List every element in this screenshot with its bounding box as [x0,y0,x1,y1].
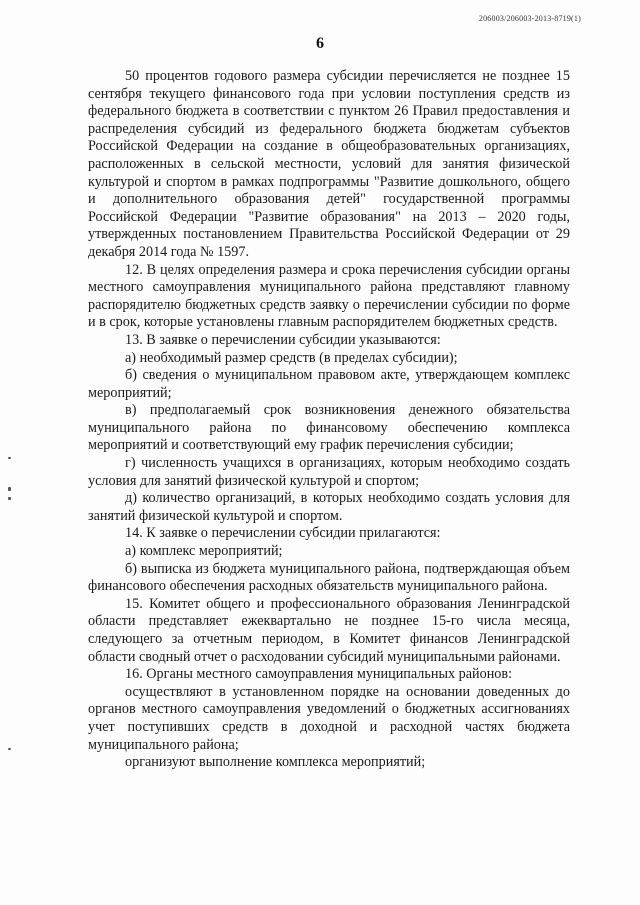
document-code: 206003/206003-2013-8719(1) [478,14,581,23]
list-item-14b: б) выписка из бюджета муниципального района, подтверждающая объем финансового обеспечения расходных обязательств муниципального района. [88,560,570,595]
scan-mark [8,457,11,459]
paragraph-subsidy-transfer: 50 процентов годового размера субсидии перечисляется не позднее 15 сентября текущего финансового года при условии поступления средств из федерального бюджета в соответствии с пунктом 26 Правил предоставления и распределения субсидий из федерального бюджета бюджетам субъектов Российской Федерации на создание в общеобразовательных организациях, расположенных в сельской местности, условий для занятия физической культурой и спортом в рамках подпрограммы "Развитие дошкольного, общего и дополнительного образования детей" государственной программы Российской Федерации "Развитие образования" на 2013 – 2020 годы, утвержденных постановлением Правительства Российской Федерации от 29 декабря 2014 года № 1597. [88,68,570,260]
scan-mark [8,748,11,750]
scan-mark [8,487,11,491]
paragraph-13: 13. В заявке о перечислении субсидии указываются: [125,331,441,348]
document-body [88,68,570,772]
list-item-13c: в) предполагаемый срок возникновения денежного обязательства муниципального района по финансовому обеспечению комплекса мероприятий и соответствующий ему график перечисления субсидии; [88,402,570,454]
list-item-16-accounting: осуществляют в установленном порядке на основании доведенных до органов местного самоуправления уведомлений о бюджетных ассигнованиях учет поступивших средств в доходной и расходной частях бюджета муниципального района; [88,683,570,753]
paragraph-15: 15. Комитет общего и профессионального образования Ленинградской области представляет ежеквартально не позднее 15-го числа месяца, следующего за отчетным периодом, в Комитет финансов Ленинградской области сводный отчет о расходовании субсидий муниципальными районами. [88,595,570,665]
list-item-16-organize: организуют выполнение комплекса мероприятий; [125,754,426,771]
list-item-14a: а) комплекс мероприятий; [125,543,283,560]
scan-mark [8,497,11,500]
page-number: 6 [316,35,324,52]
list-item-13e: д) количество организаций, в которых необходимо создать условия для занятий физической культурой и спортом. [88,490,570,524]
list-item-13a: а) необходимый размер средств (в пределах субсидии); [125,349,458,366]
paragraph-16: 16. Органы местного самоуправления муниципальных районов: [125,666,513,683]
paragraph-14: 14. К заявке о перечислении субсидии прилагаются: [125,525,441,542]
list-item-13d: г) численность учащихся в организациях, которым необходимо создать условия для занятий физической культурой и спортом; [88,455,570,489]
list-item-13b: б) сведения о муниципальном правовом акте, утверждающем комплекс мероприятий; [88,367,570,401]
paragraph-12: 12. В целях определения размера и срока перечисления субсидии органы местного самоуправления муниципального района представляют главному распорядителю бюджетных средств заявку о перечислении субсидии по форме и в срок, которые установлены главным распорядителем бюджетных средств. [88,261,570,331]
